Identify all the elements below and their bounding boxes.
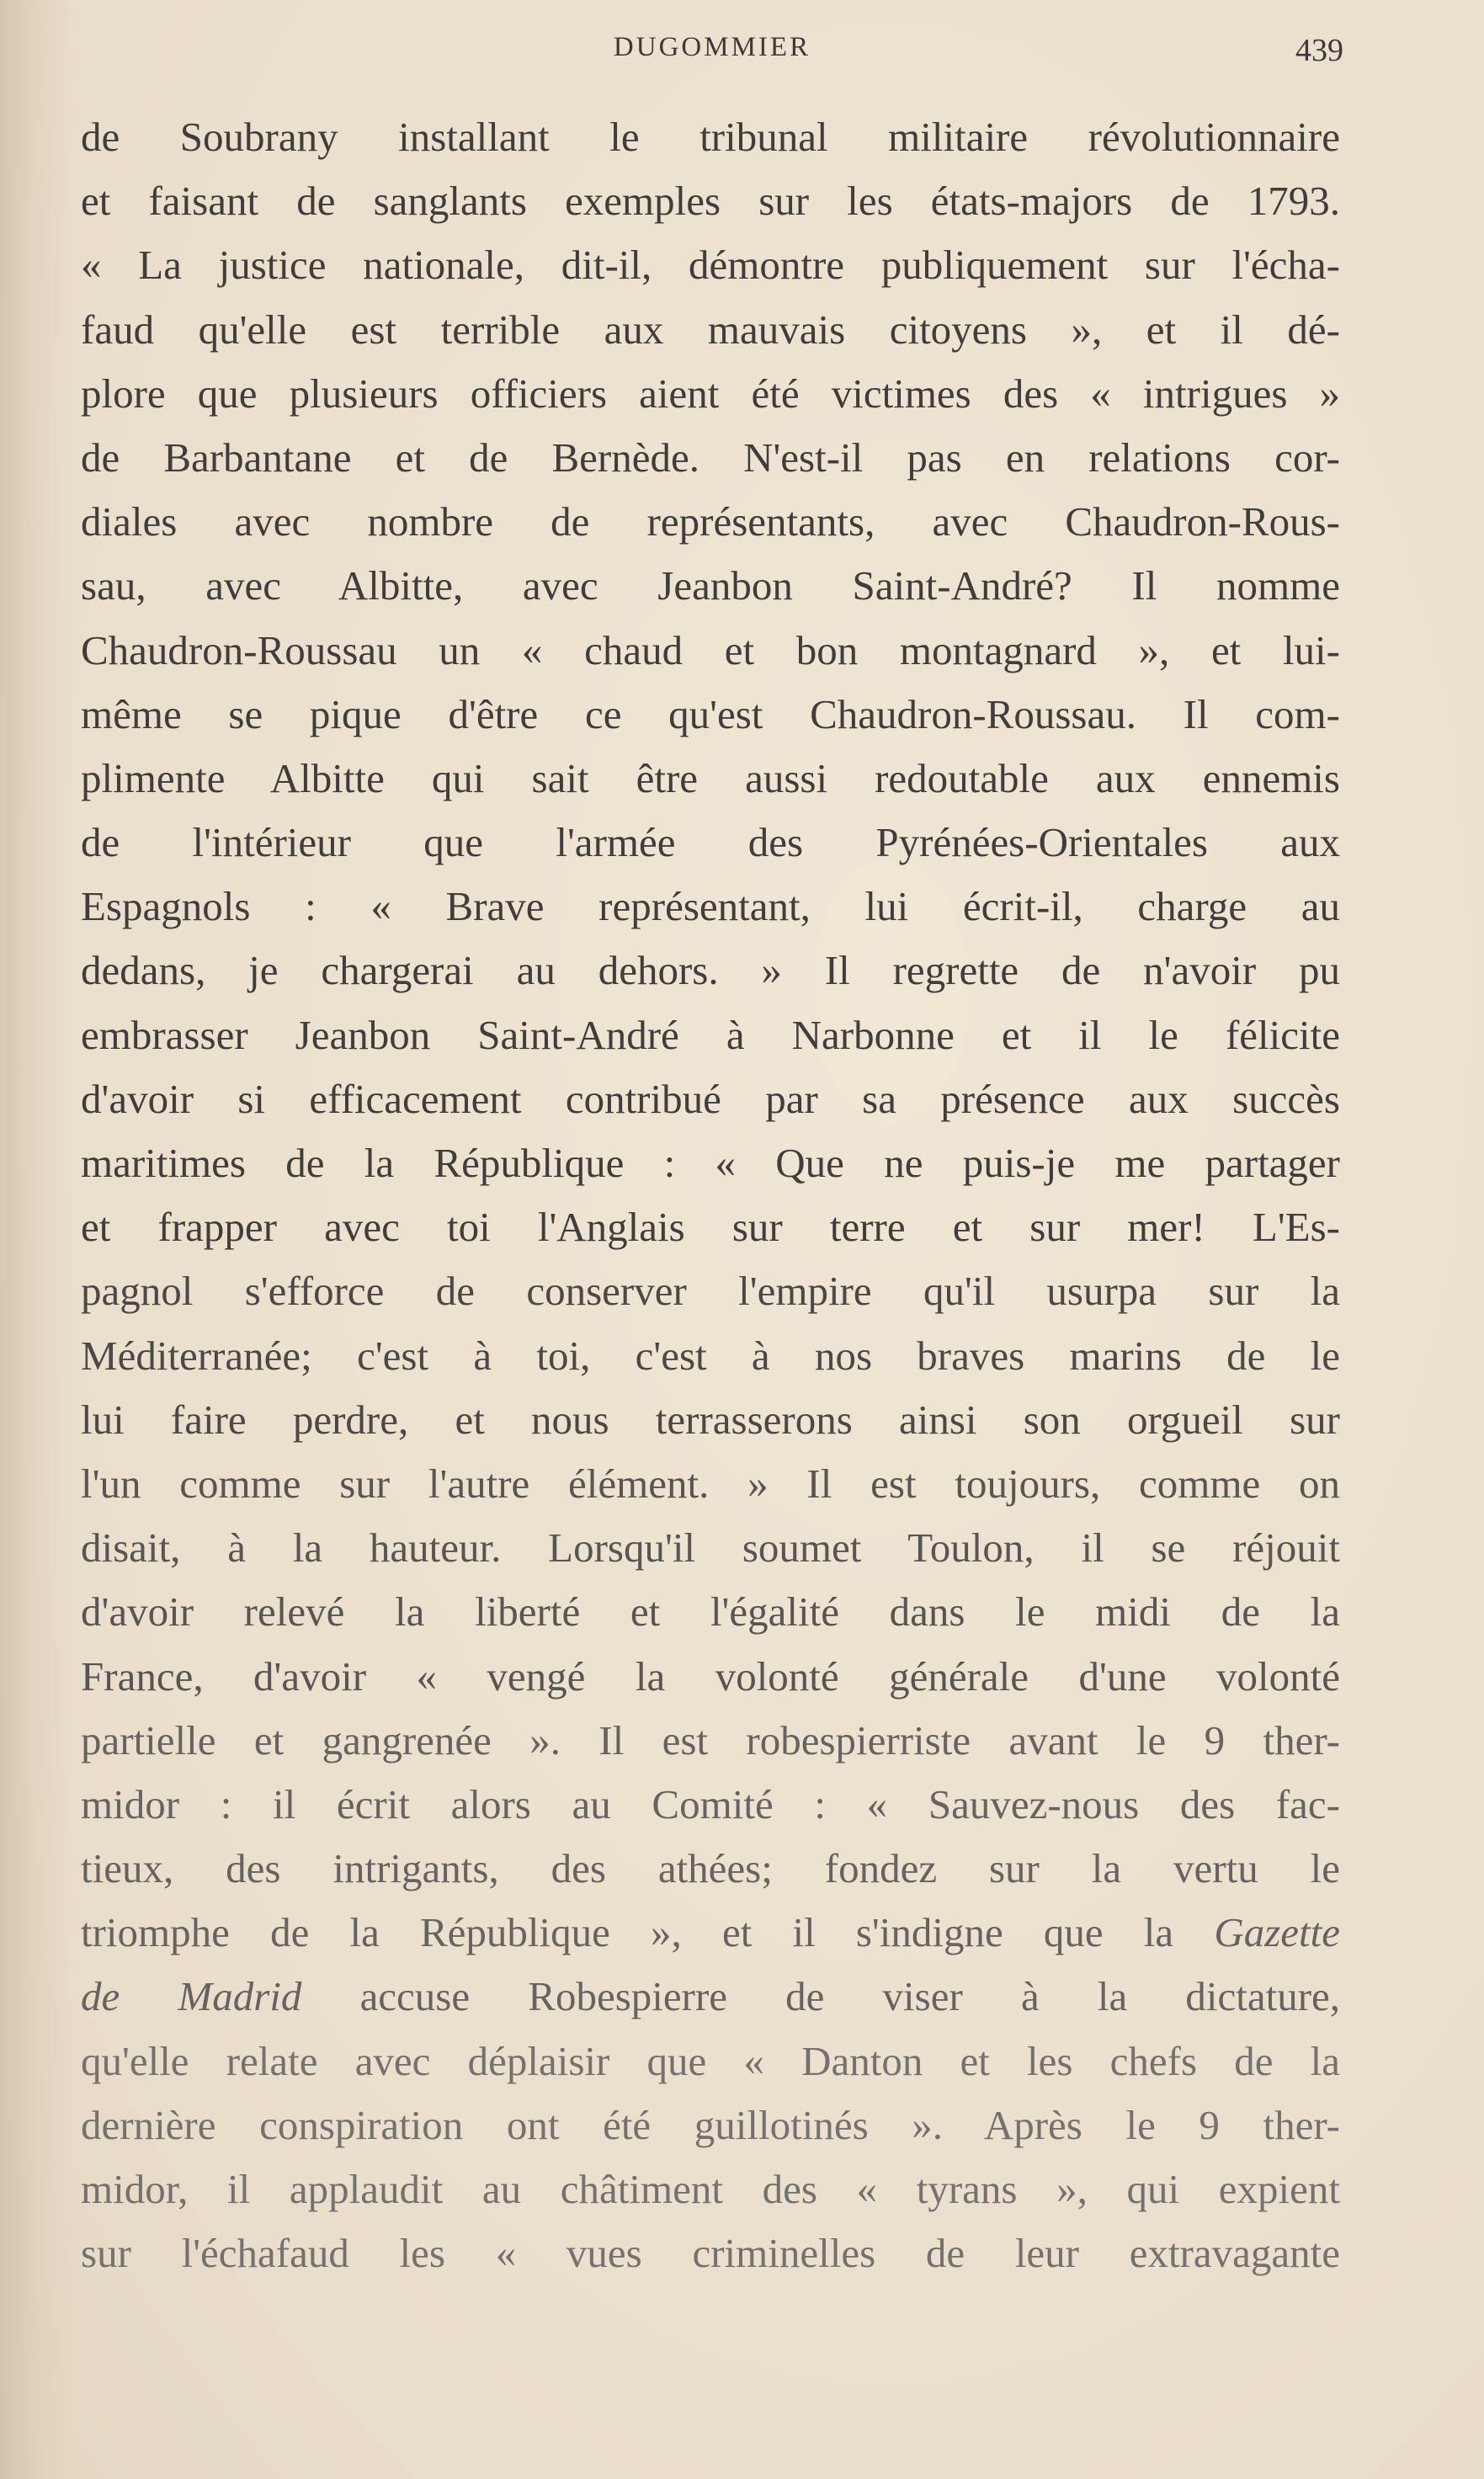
text-line: France, d'avoir « vengé la volonté générale d'une volonté	[81, 1652, 1340, 1700]
text-line: embrasser Jeanbon Saint-André à Narbonne et il le félicite	[81, 1011, 1340, 1058]
running-title: DUGOMMIER	[613, 32, 811, 62]
text-line: plimente Albitte qui sait être aussi redoutable aux ennemis	[81, 754, 1340, 801]
italic-title: Gazette	[1214, 1909, 1340, 1956]
text-line: et frapper avec toi l'Anglais sur terre et sur mer! L'Es-	[81, 1204, 1340, 1251]
text-line: de l'intérieur que l'armée des Pyrénées-Orientales aux	[81, 819, 1340, 866]
text-line: faud qu'elle est terrible aux mauvais citoyens », et il dé-	[81, 306, 1340, 353]
text-line	[81, 1901, 1340, 1965]
text-line-part: accuse Robespierre de viser à la dictature,	[359, 1973, 1340, 2020]
text-line-part: triomphe de la République », et il s'indigne que la	[81, 1909, 1174, 1956]
text-line: l'un comme sur l'autre élément. » Il est toujours, comme on	[81, 1460, 1340, 1507]
text-line: Chaudron-Roussau un « chaud et bon montagnard », et lui-	[81, 626, 1340, 673]
text-line: qu'elle relate avec déplaisir que « Danton et les chefs de la	[81, 2037, 1340, 2084]
text-line: Espagnols : « Brave représentant, lui écrit-il, charge au	[81, 883, 1340, 930]
text-line: diales avec nombre de représentants, avec Chaudron-Rous-	[81, 498, 1340, 545]
text-line: lui faire perdre, et nous terrasserons ainsi son orgueil sur	[81, 1396, 1340, 1443]
text-line: d'avoir relevé la liberté et l'égalité dans le midi de la	[81, 1588, 1340, 1636]
text-line: d'avoir si efficacement contribué par sa présence aux succès	[81, 1075, 1340, 1122]
text-line: dedans, je chargerai au dehors. » Il regrette de n'avoir pu	[81, 947, 1340, 994]
text-line	[81, 1965, 1340, 2029]
text-line: même se pique d'être ce qu'est Chaudron-Roussau. Il com-	[81, 690, 1340, 737]
running-head	[81, 32, 1343, 66]
text-line: dernière conspiration ont été guillotinés ». Après le 9 ther-	[81, 2101, 1340, 2148]
text-line: sau, avec Albitte, avec Jeanbon Saint-André? Il nomme	[81, 562, 1340, 609]
italic-title-continued: de Madrid	[81, 1973, 302, 2020]
text-line: plore que plusieurs officiers aient été victimes des « intrigues »	[81, 370, 1340, 417]
text-line: midor, il applaudit au châtiment des « tyrans », qui expient	[81, 2166, 1340, 2212]
text-line: de Soubrany installant le tribunal militaire révolutionnaire	[81, 114, 1340, 160]
text-line: disait, à la hauteur. Lorsqu'il soumet Toulon, il se réjouit	[81, 1524, 1340, 1572]
text-line: sur l'échafaud les « vues criminelles de leur extravagante	[81, 2230, 1340, 2277]
text-line: de Barbantane et de Bernède. N'est-il pas en relations cor-	[81, 434, 1340, 481]
text-line: pagnol s'efforce de conserver l'empire qu'il usurpa sur la	[81, 1268, 1340, 1315]
text-line: midor : il écrit alors au Comité : « Sauvez-nous des fac-	[81, 1780, 1340, 1827]
body-text	[81, 105, 1340, 2285]
text-line: et faisant de sanglants exemples sur les états-majors de 1793.	[81, 178, 1340, 225]
text-line: « La justice nationale, dit-il, démontre publiquement sur l'écha-	[81, 242, 1340, 289]
text-line: partielle et gangrenée ». Il est robespierriste avant le 9 ther-	[81, 1716, 1340, 1763]
page-number: 439	[1295, 33, 1343, 68]
text-line: maritimes de la République : « Que ne puis-je me partager	[81, 1140, 1340, 1186]
text-line: Méditerranée; c'est à toi, c'est à nos braves marins de le	[81, 1332, 1340, 1379]
text-line: tieux, des intrigants, des athées; fondez sur la vertu le	[81, 1845, 1340, 1892]
